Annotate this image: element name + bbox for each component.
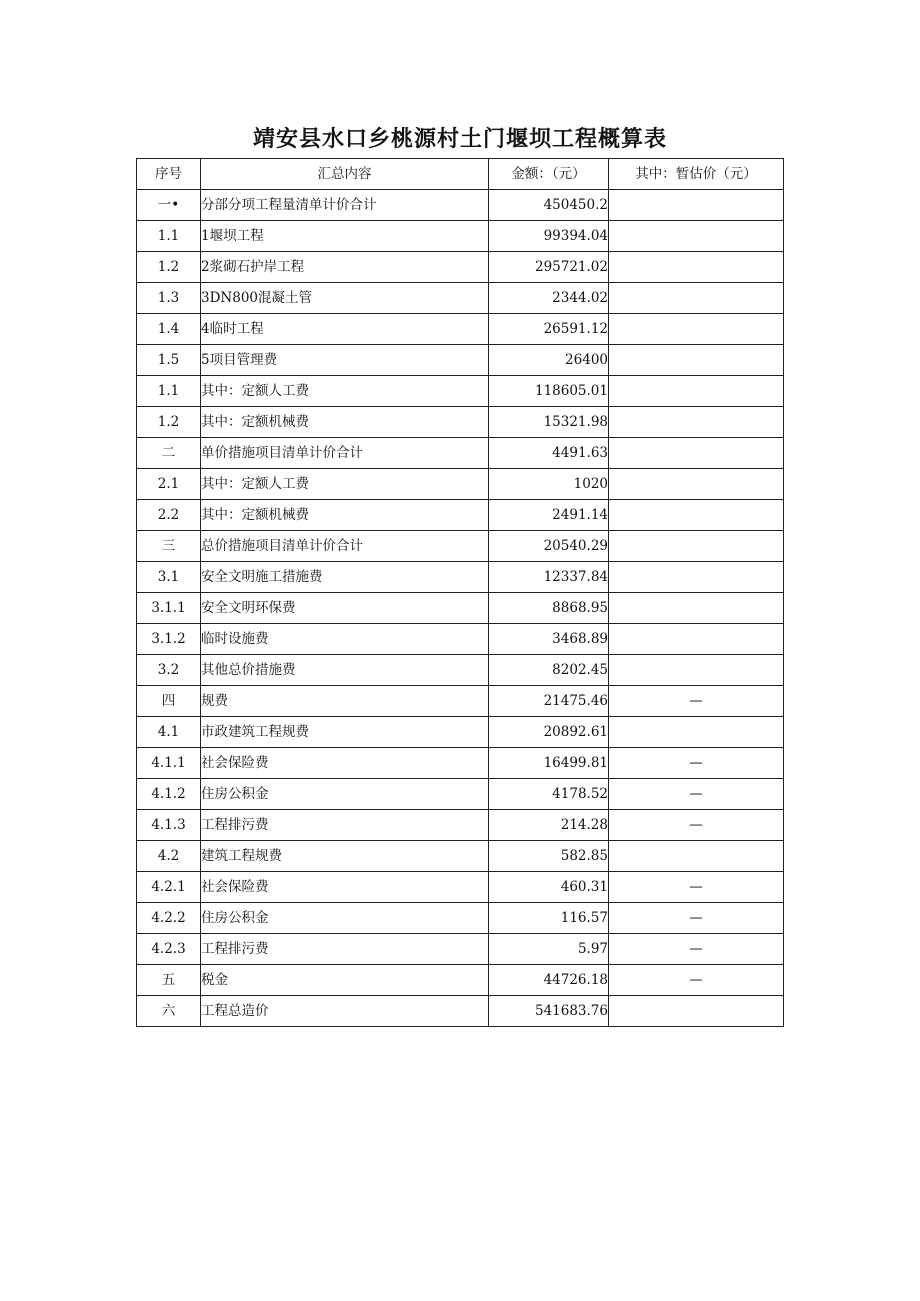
- row-amount: 3468.89: [489, 624, 609, 655]
- row-estimate: —: [609, 686, 784, 717]
- row-amount: 21475.46: [489, 686, 609, 717]
- row-content: 工程总造价: [201, 996, 489, 1027]
- table-row: [137, 934, 784, 965]
- row-content: 其中：定额人工费: [201, 469, 489, 500]
- row-estimate: [609, 221, 784, 252]
- table-row: [137, 469, 784, 500]
- row-content: 社会保险费: [201, 872, 489, 903]
- row-amount: 4178.52: [489, 779, 609, 810]
- row-index: 4.1.2: [137, 779, 201, 810]
- row-estimate: [609, 593, 784, 624]
- row-amount: 214.28: [489, 810, 609, 841]
- row-estimate: [609, 655, 784, 686]
- row-content: 建筑工程规费: [201, 841, 489, 872]
- table-row: [137, 841, 784, 872]
- row-estimate: [609, 469, 784, 500]
- row-content: 分部分项工程量清单计价合计: [201, 190, 489, 221]
- row-index: 1.3: [137, 283, 201, 314]
- row-amount: 541683.76: [489, 996, 609, 1027]
- row-content: 单价措施项目清单计价合计: [201, 438, 489, 469]
- row-content: 其中：定额机械费: [201, 407, 489, 438]
- row-index: 1.2: [137, 407, 201, 438]
- table-header-row: [137, 159, 784, 190]
- row-estimate: [609, 190, 784, 221]
- row-estimate: [609, 841, 784, 872]
- row-index: 4.2.3: [137, 934, 201, 965]
- row-estimate: [609, 283, 784, 314]
- row-amount: 2491.14: [489, 500, 609, 531]
- row-index: 2.2: [137, 500, 201, 531]
- row-amount: 20892.61: [489, 717, 609, 748]
- header-estimate: 其中：暂估价（元）: [609, 159, 784, 190]
- row-estimate: —: [609, 810, 784, 841]
- row-estimate: [609, 531, 784, 562]
- table-row: [137, 903, 784, 934]
- table-row: [137, 717, 784, 748]
- table-row: [137, 221, 784, 252]
- row-content: 2浆砌石护岸工程: [201, 252, 489, 283]
- row-amount: 295721.02: [489, 252, 609, 283]
- table-row: [137, 190, 784, 221]
- table-row: [137, 965, 784, 996]
- row-estimate: [609, 314, 784, 345]
- budget-table-body: [137, 159, 784, 1027]
- row-estimate: [609, 624, 784, 655]
- row-index: 3.1.1: [137, 593, 201, 624]
- row-index: 4.2: [137, 841, 201, 872]
- row-content: 安全文明环保费: [201, 593, 489, 624]
- row-amount: 8202.45: [489, 655, 609, 686]
- row-index: 1.1: [137, 376, 201, 407]
- table-row: [137, 810, 784, 841]
- row-content: 安全文明施工措施费: [201, 562, 489, 593]
- row-content: 临时设施费: [201, 624, 489, 655]
- table-row: [137, 376, 784, 407]
- table-row: [137, 500, 784, 531]
- row-index: 3.2: [137, 655, 201, 686]
- row-content: 4临时工程: [201, 314, 489, 345]
- row-index: 六: [137, 996, 201, 1027]
- row-estimate: [609, 407, 784, 438]
- row-amount: 12337.84: [489, 562, 609, 593]
- row-amount: 450450.2: [489, 190, 609, 221]
- row-index: 1.4: [137, 314, 201, 345]
- row-index: 五: [137, 965, 201, 996]
- table-row: [137, 655, 784, 686]
- row-estimate: [609, 376, 784, 407]
- budget-table: [136, 158, 784, 1027]
- row-content: 3DN800混凝土管: [201, 283, 489, 314]
- row-content: 工程排污费: [201, 810, 489, 841]
- row-content: 其他总价措施费: [201, 655, 489, 686]
- table-row: [137, 686, 784, 717]
- row-amount: 15321.98: [489, 407, 609, 438]
- row-index: 4.2.2: [137, 903, 201, 934]
- table-row: [137, 562, 784, 593]
- table-row: [137, 748, 784, 779]
- row-amount: 116.57: [489, 903, 609, 934]
- row-content: 住房公积金: [201, 903, 489, 934]
- row-content: 住房公积金: [201, 779, 489, 810]
- row-estimate: [609, 345, 784, 376]
- row-amount: 44726.18: [489, 965, 609, 996]
- row-amount: 26400: [489, 345, 609, 376]
- header-content: 汇总内容: [201, 159, 489, 190]
- header-index: 序号: [137, 159, 201, 190]
- table-row: [137, 314, 784, 345]
- table-row: [137, 872, 784, 903]
- row-content: 其中：定额机械费: [201, 500, 489, 531]
- table-row: [137, 531, 784, 562]
- row-amount: 8868.95: [489, 593, 609, 624]
- row-amount: 4491.63: [489, 438, 609, 469]
- table-row: [137, 407, 784, 438]
- row-estimate: —: [609, 748, 784, 779]
- row-estimate: [609, 500, 784, 531]
- row-amount: 1020: [489, 469, 609, 500]
- row-estimate: —: [609, 872, 784, 903]
- row-content: 工程排污费: [201, 934, 489, 965]
- table-row: [137, 345, 784, 376]
- row-index: 四: [137, 686, 201, 717]
- row-amount: 20540.29: [489, 531, 609, 562]
- row-estimate: [609, 252, 784, 283]
- row-estimate: —: [609, 779, 784, 810]
- table-row: [137, 593, 784, 624]
- row-index: 1.1: [137, 221, 201, 252]
- table-row: [137, 624, 784, 655]
- row-amount: 5.97: [489, 934, 609, 965]
- row-content: 1堰坝工程: [201, 221, 489, 252]
- row-content: 社会保险费: [201, 748, 489, 779]
- header-amount: 金额：（元）: [489, 159, 609, 190]
- row-index: 1.5: [137, 345, 201, 376]
- row-index: 3.1: [137, 562, 201, 593]
- row-index: 二: [137, 438, 201, 469]
- row-index: 一•: [137, 190, 201, 221]
- row-amount: 460.31: [489, 872, 609, 903]
- row-estimate: —: [609, 903, 784, 934]
- row-estimate: —: [609, 965, 784, 996]
- row-index: 1.2: [137, 252, 201, 283]
- row-amount: 99394.04: [489, 221, 609, 252]
- row-content: 5项目管理费: [201, 345, 489, 376]
- table-row: [137, 779, 784, 810]
- table-row: [137, 252, 784, 283]
- row-estimate: [609, 996, 784, 1027]
- table-row: [137, 283, 784, 314]
- row-content: 税金: [201, 965, 489, 996]
- row-index: 3.1.2: [137, 624, 201, 655]
- row-estimate: [609, 438, 784, 469]
- row-content: 其中：定额人工费: [201, 376, 489, 407]
- row-content: 市政建筑工程规费: [201, 717, 489, 748]
- row-estimate: [609, 717, 784, 748]
- row-index: 三: [137, 531, 201, 562]
- document-title: 靖安县水口乡桃源村土门堰坝工程概算表: [252, 127, 667, 152]
- row-content: 总价措施项目清单计价合计: [201, 531, 489, 562]
- table-row: [137, 996, 784, 1027]
- row-index: 2.1: [137, 469, 201, 500]
- row-index: 4.1.3: [137, 810, 201, 841]
- row-index: 4.1.1: [137, 748, 201, 779]
- row-amount: 118605.01: [489, 376, 609, 407]
- row-content: 规费: [201, 686, 489, 717]
- row-index: 4.1: [137, 717, 201, 748]
- row-index: 4.2.1: [137, 872, 201, 903]
- row-amount: 582.85: [489, 841, 609, 872]
- row-amount: 2344.02: [489, 283, 609, 314]
- table-row: [137, 438, 784, 469]
- row-amount: 26591.12: [489, 314, 609, 345]
- row-estimate: —: [609, 934, 784, 965]
- row-estimate: [609, 562, 784, 593]
- row-amount: 16499.81: [489, 748, 609, 779]
